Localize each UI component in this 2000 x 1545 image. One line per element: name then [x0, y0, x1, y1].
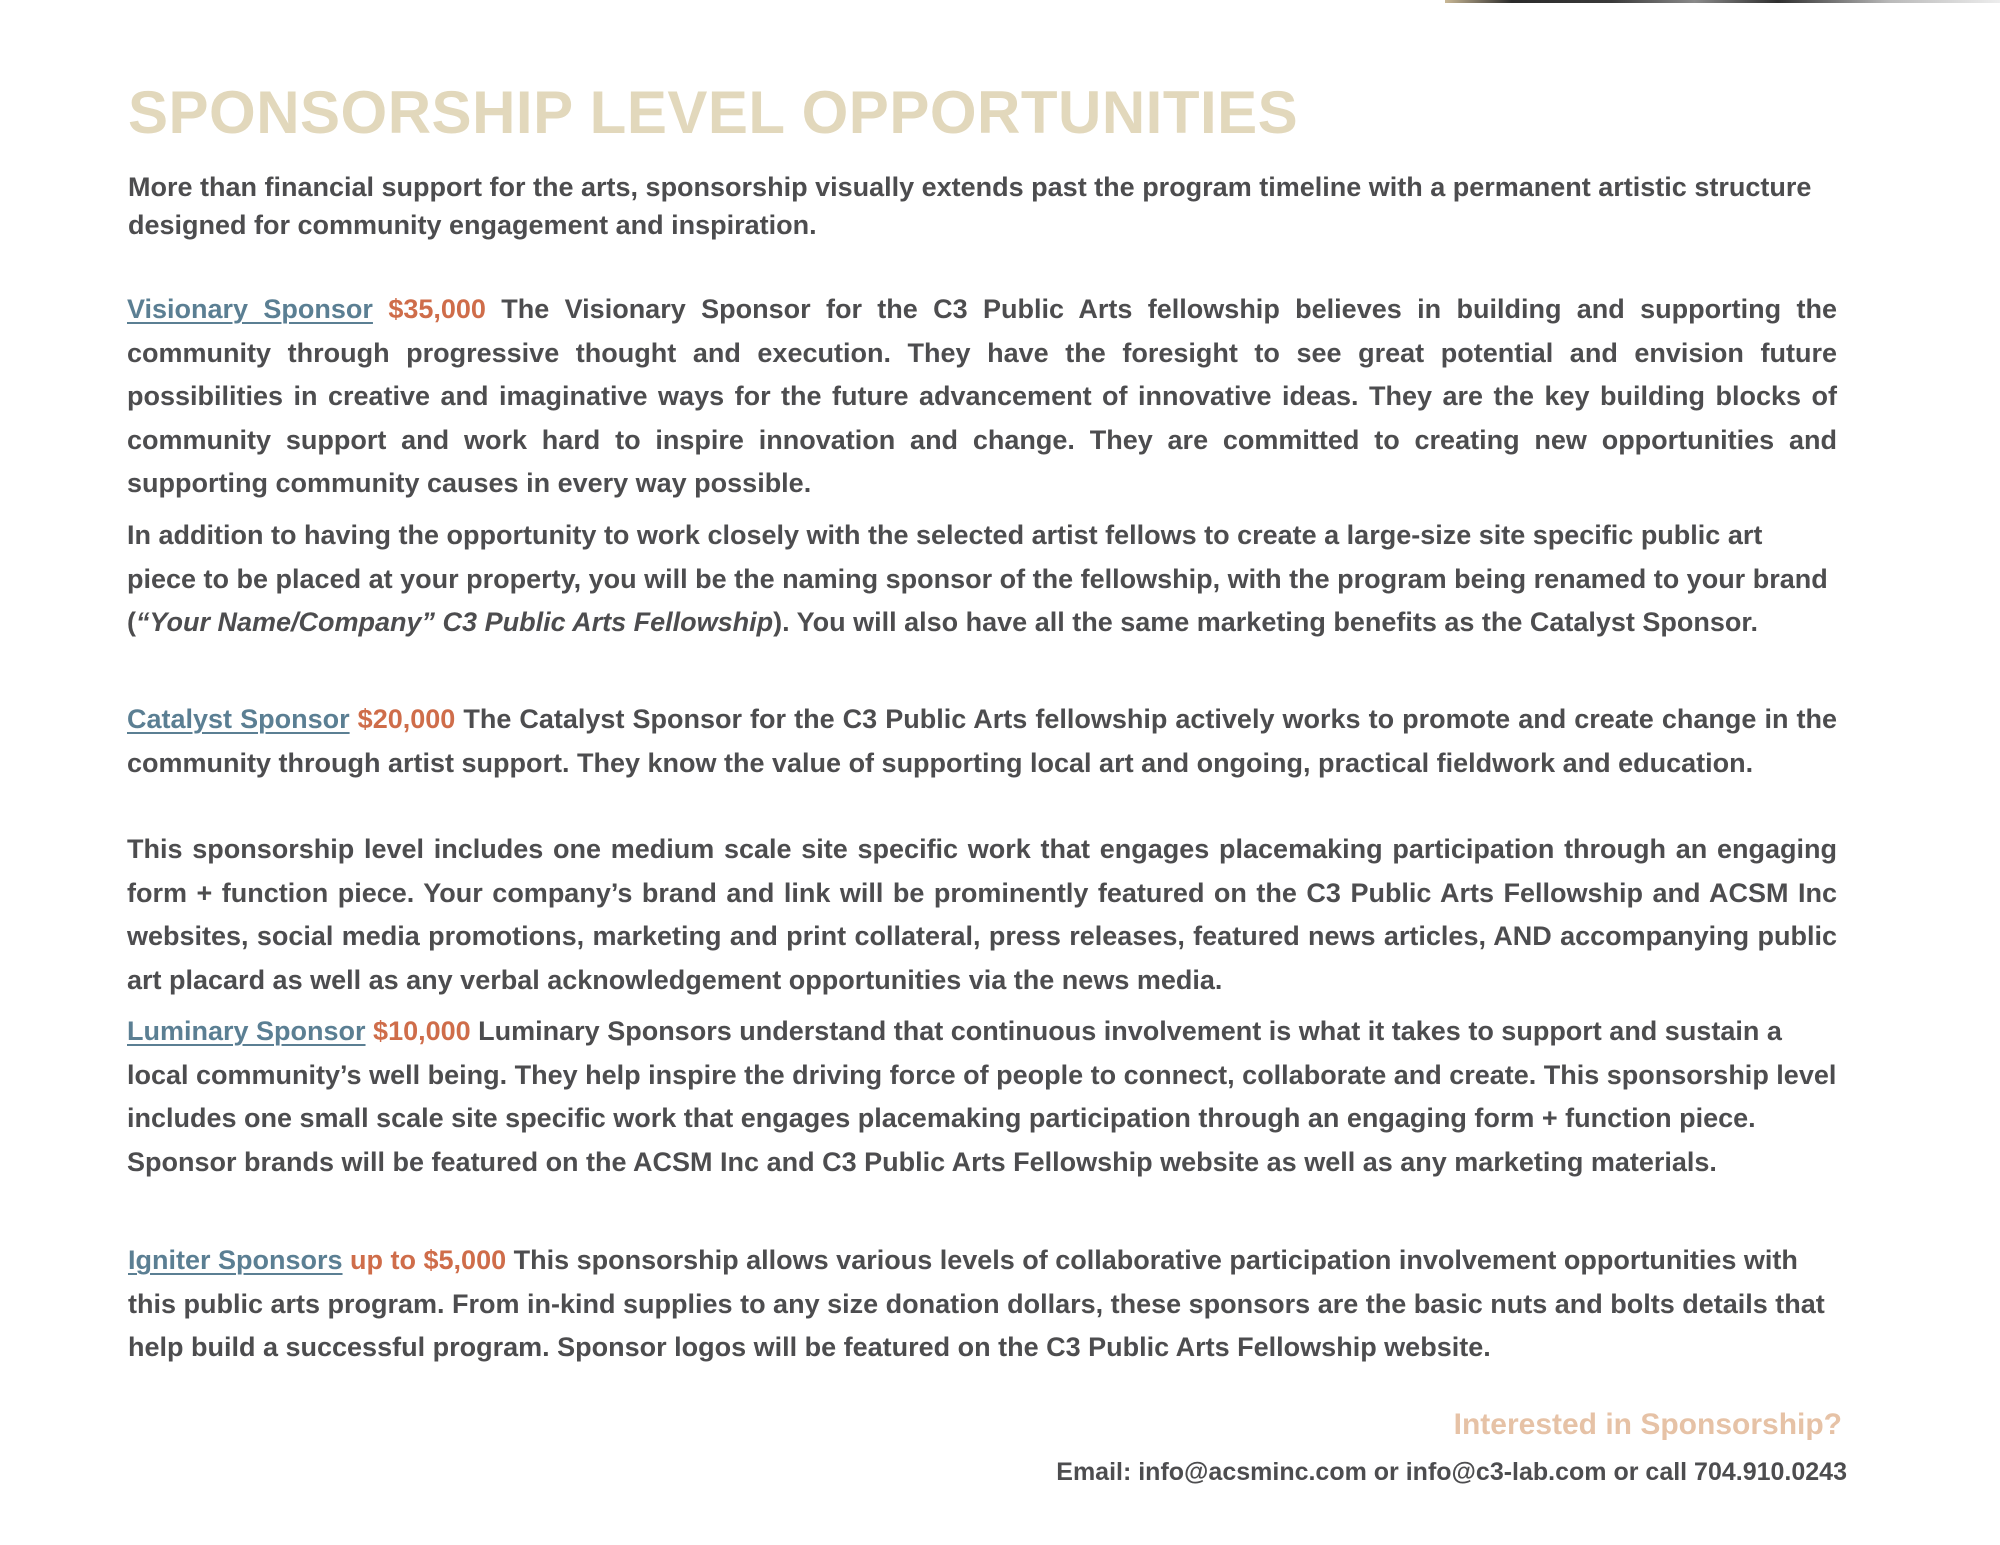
igniter-sponsors-paragraph: [128, 1239, 1838, 1370]
visionary-sponsor-description: The Visionary Sponsor for the C3 Public Arts fellowship believes in building and supporting the community through progressive thought and execution. They have the foresight to see great potential and envision future possibilities in creative and imaginative ways for the future advancement of innovative ideas. They are the key building blocks of community support and work hard to inspire innovation and change. They are committed to creating new opportunities and supporting community causes in every way possible.: [127, 294, 1837, 498]
catalyst-sponsor-paragraph: [127, 698, 1837, 785]
header-photo-strip: [1445, 0, 2000, 3]
catalyst-sponsor-description: The Catalyst Sponsor for the C3 Public Arts fellowship actively works to promote and create change in the community through artist support. They know the value of supporting local art and ongoing, practical fieldwork and education.: [127, 704, 1837, 778]
luminary-sponsor-description: Luminary Sponsors understand that continuous involvement is what it takes to support and sustain a local community’s well being. They help inspire the driving force of people to connect, collaborate and create. This sponsorship level includes one small scale site specific work that engages placemaking participation through an engaging form + function piece. Sponsor brands will be featured on the ACSM Inc and C3 Public Arts Fellowship website as well as any marketing materials.: [127, 1016, 1837, 1177]
catalyst-sponsor-link[interactable]: Catalyst Sponsor: [127, 704, 350, 734]
visionary-benefits-brand-name: “Your Name/Company” C3 Public Arts Fellowship: [136, 607, 774, 637]
luminary-sponsor-price: $10,000: [373, 1016, 471, 1046]
visionary-benefits-paragraph: [127, 514, 1837, 645]
igniter-sponsors-price: up to $5,000: [350, 1245, 507, 1275]
visionary-benefits-text-end: ). You will also have all the same marketing benefits as the Catalyst Sponsor.: [773, 607, 1758, 637]
igniter-sponsors-description: This sponsorship allows various levels of collaborative participation involvement opportunities with this public arts program. From in-kind supplies to any size donation dollars, these sponsors are the basic nuts and bolts details that help build a successful program. Sponsor logos will be featured on the C3 Public Arts Fellowship website.: [128, 1245, 1825, 1362]
catalyst-sponsor-price: $20,000: [357, 704, 456, 734]
intro-paragraph: More than financial support for the arts, sponsorship visually extends past the program timeline with a permanent artistic structure designed for community engagement and inspiration.: [128, 172, 1812, 240]
visionary-sponsor-paragraph: [127, 288, 1837, 506]
sponsorship-cta-heading: Interested in Sponsorship?: [1453, 1408, 1842, 1441]
luminary-sponsor-link[interactable]: Luminary Sponsor: [127, 1016, 366, 1046]
igniter-sponsors-link[interactable]: Igniter Sponsors: [128, 1245, 343, 1275]
catalyst-benefits-paragraph: This sponsorship level includes one medium scale site specific work that engages placemaking participation through an engaging form + function piece. Your company’s brand and link will be prominently featured on the C3 Public Arts Fellowship and ACSM Inc websites, social media promotions, marketing and print collateral, press releases, featured news articles, AND accompanying public art placard as well as any verbal acknowledgement opportunities via the news media.: [127, 834, 1837, 995]
luminary-sponsor-paragraph: [127, 1010, 1837, 1184]
visionary-benefits-text-start: In addition to having the opportunity to work closely with the selected artist fellows to create a large-size site specific public art piece to be placed at your property, you will be the naming sponsor of the fellowship, with the program being renamed to your brand (: [127, 520, 1828, 637]
page-title: SPONSORSHIP LEVEL OPPORTUNITIES: [128, 79, 1299, 146]
visionary-sponsor-link[interactable]: Visionary Sponsor: [127, 294, 373, 324]
visionary-sponsor-price: $35,000: [388, 294, 486, 324]
contact-info: Email: info@acsminc.com or info@c3-lab.com or call 704.910.0243: [1056, 1458, 1847, 1486]
